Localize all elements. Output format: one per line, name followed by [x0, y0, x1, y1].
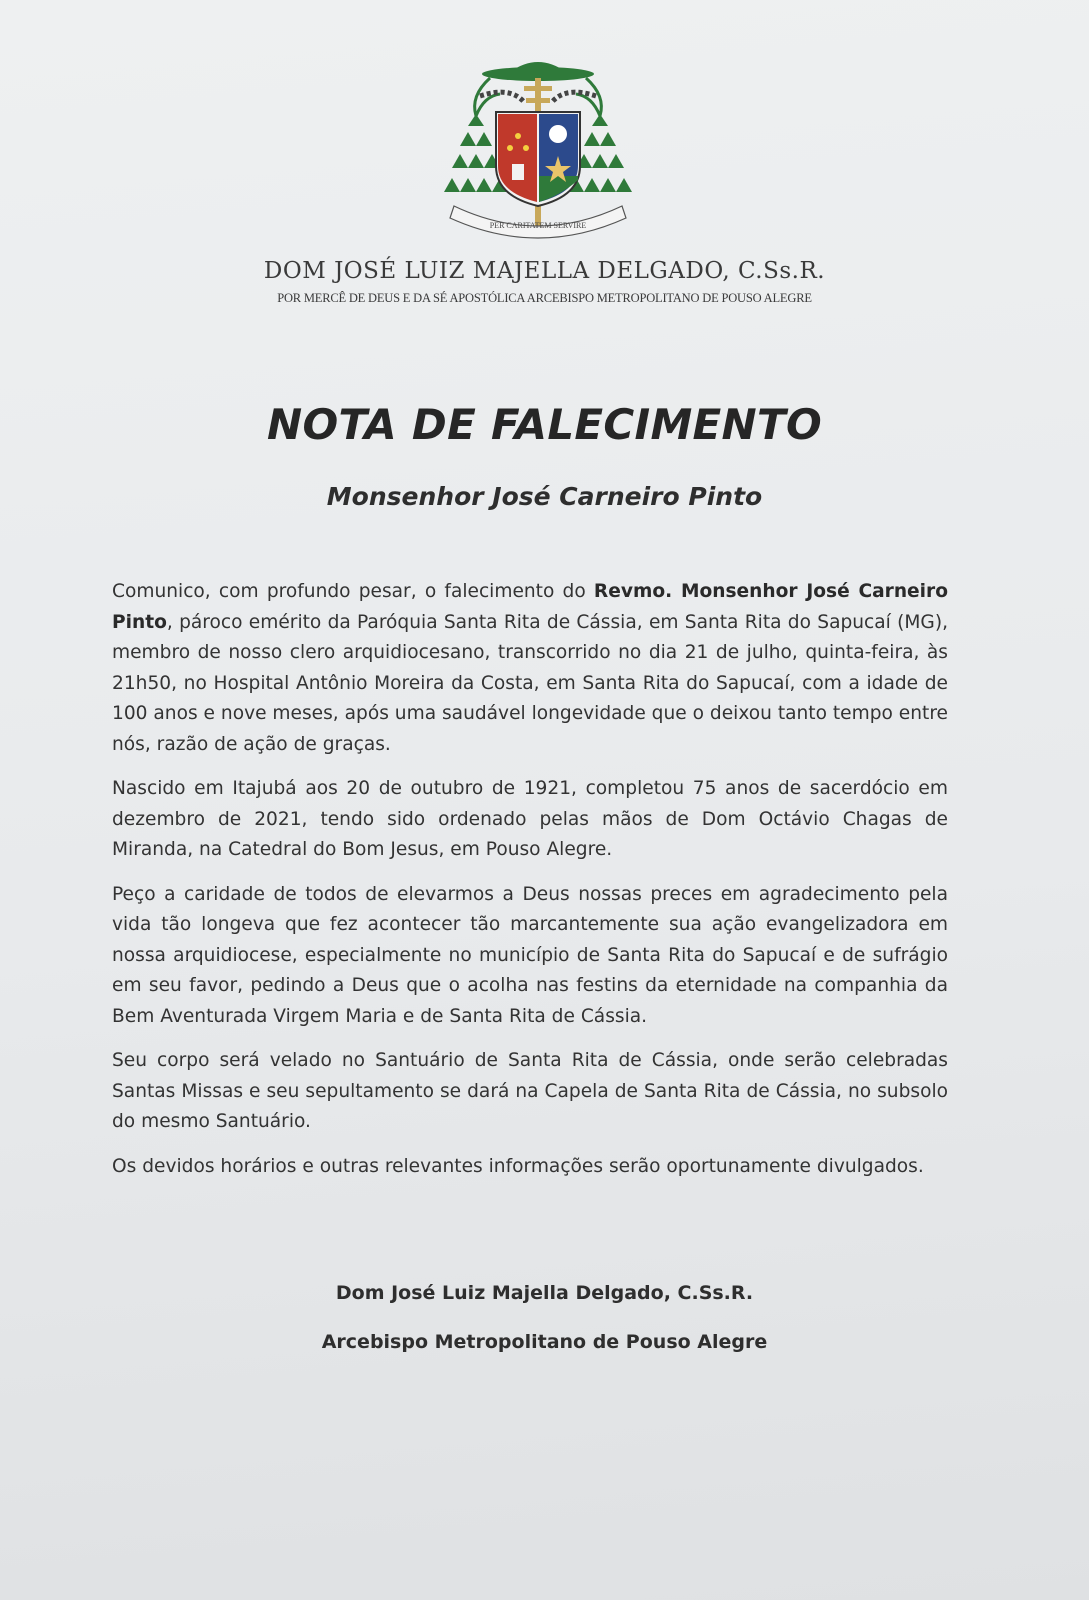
- signature-title: Arcebispo Metropolitano de Pouso Alegre: [321, 1331, 768, 1353]
- document-subtitle: Monsenhor José Carneiro Pinto: [326, 482, 763, 511]
- coat-of-arms-icon: [440, 56, 640, 256]
- paragraph-2: Nascido em Itajubá aos 20 de outubro de 1921, completou 75 anos de sacerdócio em dezembro de 2021, tendo sido ordenado pelas mãos de Dom Octávio Chagas de Miranda, na Catedral do Bom Jesus, em Pouso Alegre.: [112, 778, 948, 860]
- paragraph-5: Os devidos horários e outras relevantes informações serão oportunamente divulgados.: [112, 1155, 924, 1177]
- motto-text: PER CARITATEM SERVIRE: [489, 221, 587, 230]
- paragraph-1-rest: , pároco emérito da Paróquia Santa Rita de Cássia, em Santa Rita do Sapucaí (MG), membro de nosso clero arquidiocesano, transcorrido no dia 21 de julho, quinta-feira, às 21h50, no Hospital Antônio Moreira da Costa, em Santa Rita do Sapucaí, com a idade de 100 anos e nove meses, após uma saudável longevidade que o deixou tanto tempo entre nós, razão de ação de graças.: [112, 611, 948, 755]
- document-body: [112, 577, 948, 1196]
- paragraph-3: Peço a caridade de todos de elevarmos a Deus nossas preces em agradecimento pela vida tão longeva que fez acontecer tão marcantemente sua ação evangelizadora em nossa arquidiocese, especialmente no município de Santa Rita do Sapucaí e de sufrágio em seu favor, pedindo a Deus que o acolha nas festins da eternidade na companhia da Bem Aventurada Virgem Maria e de Santa Rita de Cássia.: [112, 883, 948, 1027]
- signature-name: Dom José Luiz Majella Delgado, C.Ss.R.: [335, 1282, 754, 1304]
- paragraph-1-intro: Comunico, com profundo pesar, o falecimento do: [112, 581, 594, 602]
- paragraph-4: Seu corpo será velado no Santuário de Santa Rita de Cássia, onde serão celebradas Santas Missas e seu sepultamento se dará na Capela de Santa Rita de Cássia, no subsolo do mesmo Santuário.: [112, 1050, 948, 1132]
- issuer-subtitle: POR MERCÊ DE DEUS E DA SÉ APOSTÓLICA ARCEBISPO METROPOLITANO DE POUSO ALEGRE: [277, 291, 812, 305]
- document-title: NOTA DE FALECIMENTO: [267, 400, 822, 449]
- paragraph-1: [112, 577, 948, 760]
- paragraph-1-bold-name: Revmo. Monsenhor José Carneiro Pinto: [112, 581, 948, 633]
- issuer-name: DOM JOSÉ LUIZ MAJELLA DELGADO, C.Ss.R.: [263, 258, 826, 284]
